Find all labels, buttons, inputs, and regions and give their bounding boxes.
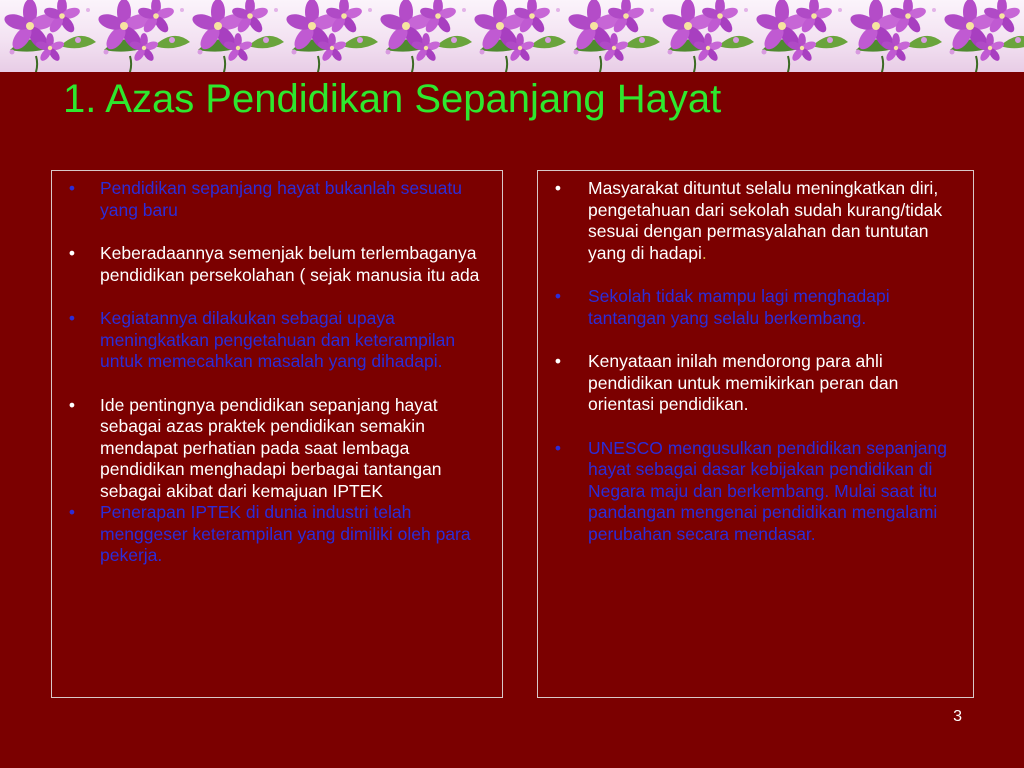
list-item — [548, 351, 967, 416]
bullet-text: Pendidikan sepanjang hayat bukanlah sesuatu yang baru — [100, 178, 462, 220]
left-content-box — [51, 170, 503, 698]
list-item — [62, 243, 496, 286]
bullet-icon: • — [554, 351, 562, 371]
list-item — [62, 178, 496, 221]
bullet-text-suffix: . — [701, 242, 707, 263]
list-item — [548, 438, 967, 546]
bullet-text: Kegiatannya dilakukan sebagai upaya meningkatkan pengetahuan dan keterampilan untuk memecahkan masalah yang dihadapi. — [100, 308, 456, 371]
bullet-text: Sekolah tidak mampu lagi menghadapi tantangan yang selalu berkembang. — [588, 286, 890, 328]
list-item — [62, 502, 496, 567]
bullet-text: UNESCO mengusulkan pendidikan sepanjang hayat sebagai dasar kebijakan pendidikan di Negara maju dan berkembang. Mulai saat itu pandangan mengenai pendidikan mengalami perubahan secara mendasar. — [588, 437, 947, 544]
bullet-icon: • — [554, 286, 562, 306]
right-bullet-list — [538, 171, 973, 545]
bullet-text: Masyarakat dituntut selalu meningkatkan diri, pengetahuan dari sekolah sudah kurang/tidak sesuai dengan permasyalahan dan tuntutan yang di hadapi — [588, 178, 943, 263]
flower-banner — [0, 0, 1024, 72]
list-item — [548, 178, 967, 264]
bullet-text: Kenyataan inilah mendorong para ahli pendidikan untuk memikirkan peran dan orientasi pendidikan. — [588, 351, 899, 414]
list-item — [62, 308, 496, 373]
purple-flower-icon — [0, 0, 1024, 72]
bullet-icon: • — [68, 243, 76, 263]
bullet-icon: • — [554, 178, 562, 198]
page-number: 3 — [953, 708, 962, 725]
bullet-icon: • — [68, 308, 76, 328]
bullet-text: Ide pentingnya pendidikan sepanjang hayat sebagai azas praktek pendidikan semakin mendapat perhatian pada saat lembaga pendidikan menghadapi berbagai tantangan sebagai akibat dari kemajuan IPTEK — [100, 394, 442, 501]
left-bullet-list — [52, 171, 502, 567]
list-item — [548, 286, 967, 329]
right-content-box — [537, 170, 974, 698]
bullet-icon: • — [68, 178, 76, 198]
slide-title: 1. Azas Pendidikan Sepanjang Hayat — [63, 77, 722, 121]
bullet-text: Keberadaannya semenjak belum terlembaganya pendidikan persekolahan ( sejak manusia itu ada — [100, 243, 480, 285]
bullet-icon: • — [68, 394, 76, 415]
bullet-icon: • — [554, 437, 562, 458]
bullet-icon: • — [68, 502, 76, 522]
bullet-text: Penerapan IPTEK di dunia industri telah menggeser keterampilan yang dimiliki oleh para pekerja. — [100, 502, 471, 565]
list-item — [62, 395, 496, 503]
